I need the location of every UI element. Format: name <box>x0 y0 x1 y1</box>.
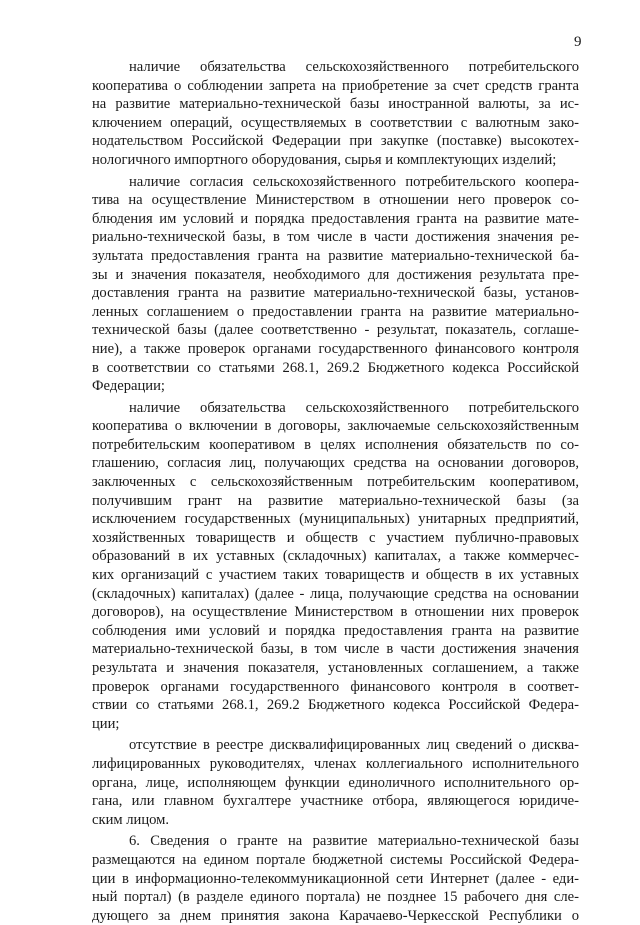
text-line: лифицированных руководителях, членах коллегиального исполнительного <box>92 755 579 772</box>
text-line: кооператива о включении в договоры, заключаемые сельскохозяйственным <box>92 418 579 435</box>
text-line: риально-технической базы, в том числе в части достижения значения ре- <box>92 229 579 246</box>
text-line: образований в их уставных (складочных) капиталах, а также коммерчес- <box>92 548 579 565</box>
text-line: ких организаций с участием таких товариществ и обществ в их уставных <box>92 567 579 584</box>
text-line: заключенных с сельскохозяйственным потребительским кооперативом, <box>92 474 579 491</box>
text-line: ствии со статьями 268.1, 269.2 Бюджетного кодекса Российской Федера- <box>92 697 579 714</box>
paragraph <box>92 173 579 396</box>
text-line: в соответствии со статьями 268.1, 269.2 Бюджетного кодекса Российской <box>92 359 579 376</box>
text-line: ским лицом. <box>92 811 170 828</box>
text-line: результата и значения показателя, установленных соглашением, а также <box>92 660 579 676</box>
document-body <box>92 58 579 925</box>
text-line: глашению, согласия лиц, получающих средства на основании договоров, <box>92 455 579 472</box>
text-line: исключением государственных (муниципальных) унитарных предприятий, <box>92 511 579 528</box>
text-line: наличие согласия сельскохозяйственного потребительского коопера- <box>129 173 579 190</box>
text-line: нологичного импортного оборудования, сырья и комплектующих изделий; <box>92 151 557 168</box>
text-line: дующего за днем принятия закона Карачаево-Черкесской Республики о <box>92 907 579 924</box>
text-line: доставления гранта на развитие материально-технической базы, установ- <box>92 285 579 302</box>
text-line: нодательством Российской Федерации при закупке (поставке) высокотех- <box>92 133 579 150</box>
text-line: ключением операций, осуществляемых в соответствии с валютным зако- <box>92 114 579 131</box>
text-line: соблюдения ими условий и порядка предоставления гранта на развитие <box>92 622 579 639</box>
text-line: материально-технической базы, в том числе в части достижения значения <box>92 641 579 658</box>
text-line: технической базы (далее соответственно - результат, показатель, соглаше- <box>92 322 579 339</box>
paragraph <box>92 58 579 170</box>
text-line: наличие обязательства сельскохозяйственного потребительского <box>129 59 579 75</box>
page-number: 9 <box>574 34 582 50</box>
text-line: органа, лице, исполняющем функции единоличного исполнительного ор- <box>92 774 579 791</box>
text-line: получившим грант на развитие материально-технической базы (за <box>92 492 579 509</box>
text-line: договоров), на осуществление Министерством в отношении них проверок <box>92 604 579 621</box>
text-line: 6. Сведения о гранте на развитие материально-технической базы <box>129 833 579 850</box>
text-line: кооператива о соблюдении запрета на приобретение за счет средств гранта <box>92 77 579 94</box>
text-line: зы и значения показателя, необходимого для достижения результата пре- <box>92 266 579 283</box>
text-line: на развитие материально-технической базы иностранной валюты, за ис- <box>92 96 579 113</box>
text-line: Федерации; <box>92 378 165 395</box>
text-line: ный портал) (в разделе единого портала) не позднее 15 рабочего дня сле- <box>92 889 579 906</box>
text-line: ции в информационно-телекоммуникационной сети Интернет (далее - еди- <box>92 870 579 887</box>
text-line: (складочных) капиталах) (далее - лица, получающие средства на основании <box>92 585 579 602</box>
text-line: ние), а также проверок органами государственного финансового контроля <box>92 340 579 357</box>
paragraph <box>92 399 579 734</box>
text-line: ции; <box>92 715 120 732</box>
text-line: потребительским кооперативом в целях исполнения обязательств по со- <box>92 436 579 453</box>
text-line: зультата предоставления гранта на развитие материально-технической ба- <box>92 247 579 264</box>
text-line: наличие обязательства сельскохозяйственного потребительского <box>129 399 579 416</box>
text-line: отсутствие в реестре дисквалифицированных лиц сведений о дисква- <box>129 737 579 754</box>
paragraph <box>92 832 579 925</box>
paragraph <box>92 736 579 829</box>
text-line: тива на осуществление Министерством в отношении него проверок со- <box>92 192 579 209</box>
text-line: ленных соглашением о предоставлении гранта на развитие материально- <box>92 303 579 320</box>
text-line: размещаются на едином портале бюджетной системы Российской Федера- <box>92 851 579 868</box>
text-line: проверок органами государственного финансового контроля в соответ- <box>92 678 579 695</box>
text-line: хозяйственных товариществ и обществ с участием публично-правовых <box>92 529 579 546</box>
text-line: блюдения им условий и порядка предоставления гранта на развитие мате- <box>92 210 579 227</box>
text-line: гана, или главном бухгалтере участнике отбора, являющегося юридиче- <box>92 793 579 810</box>
